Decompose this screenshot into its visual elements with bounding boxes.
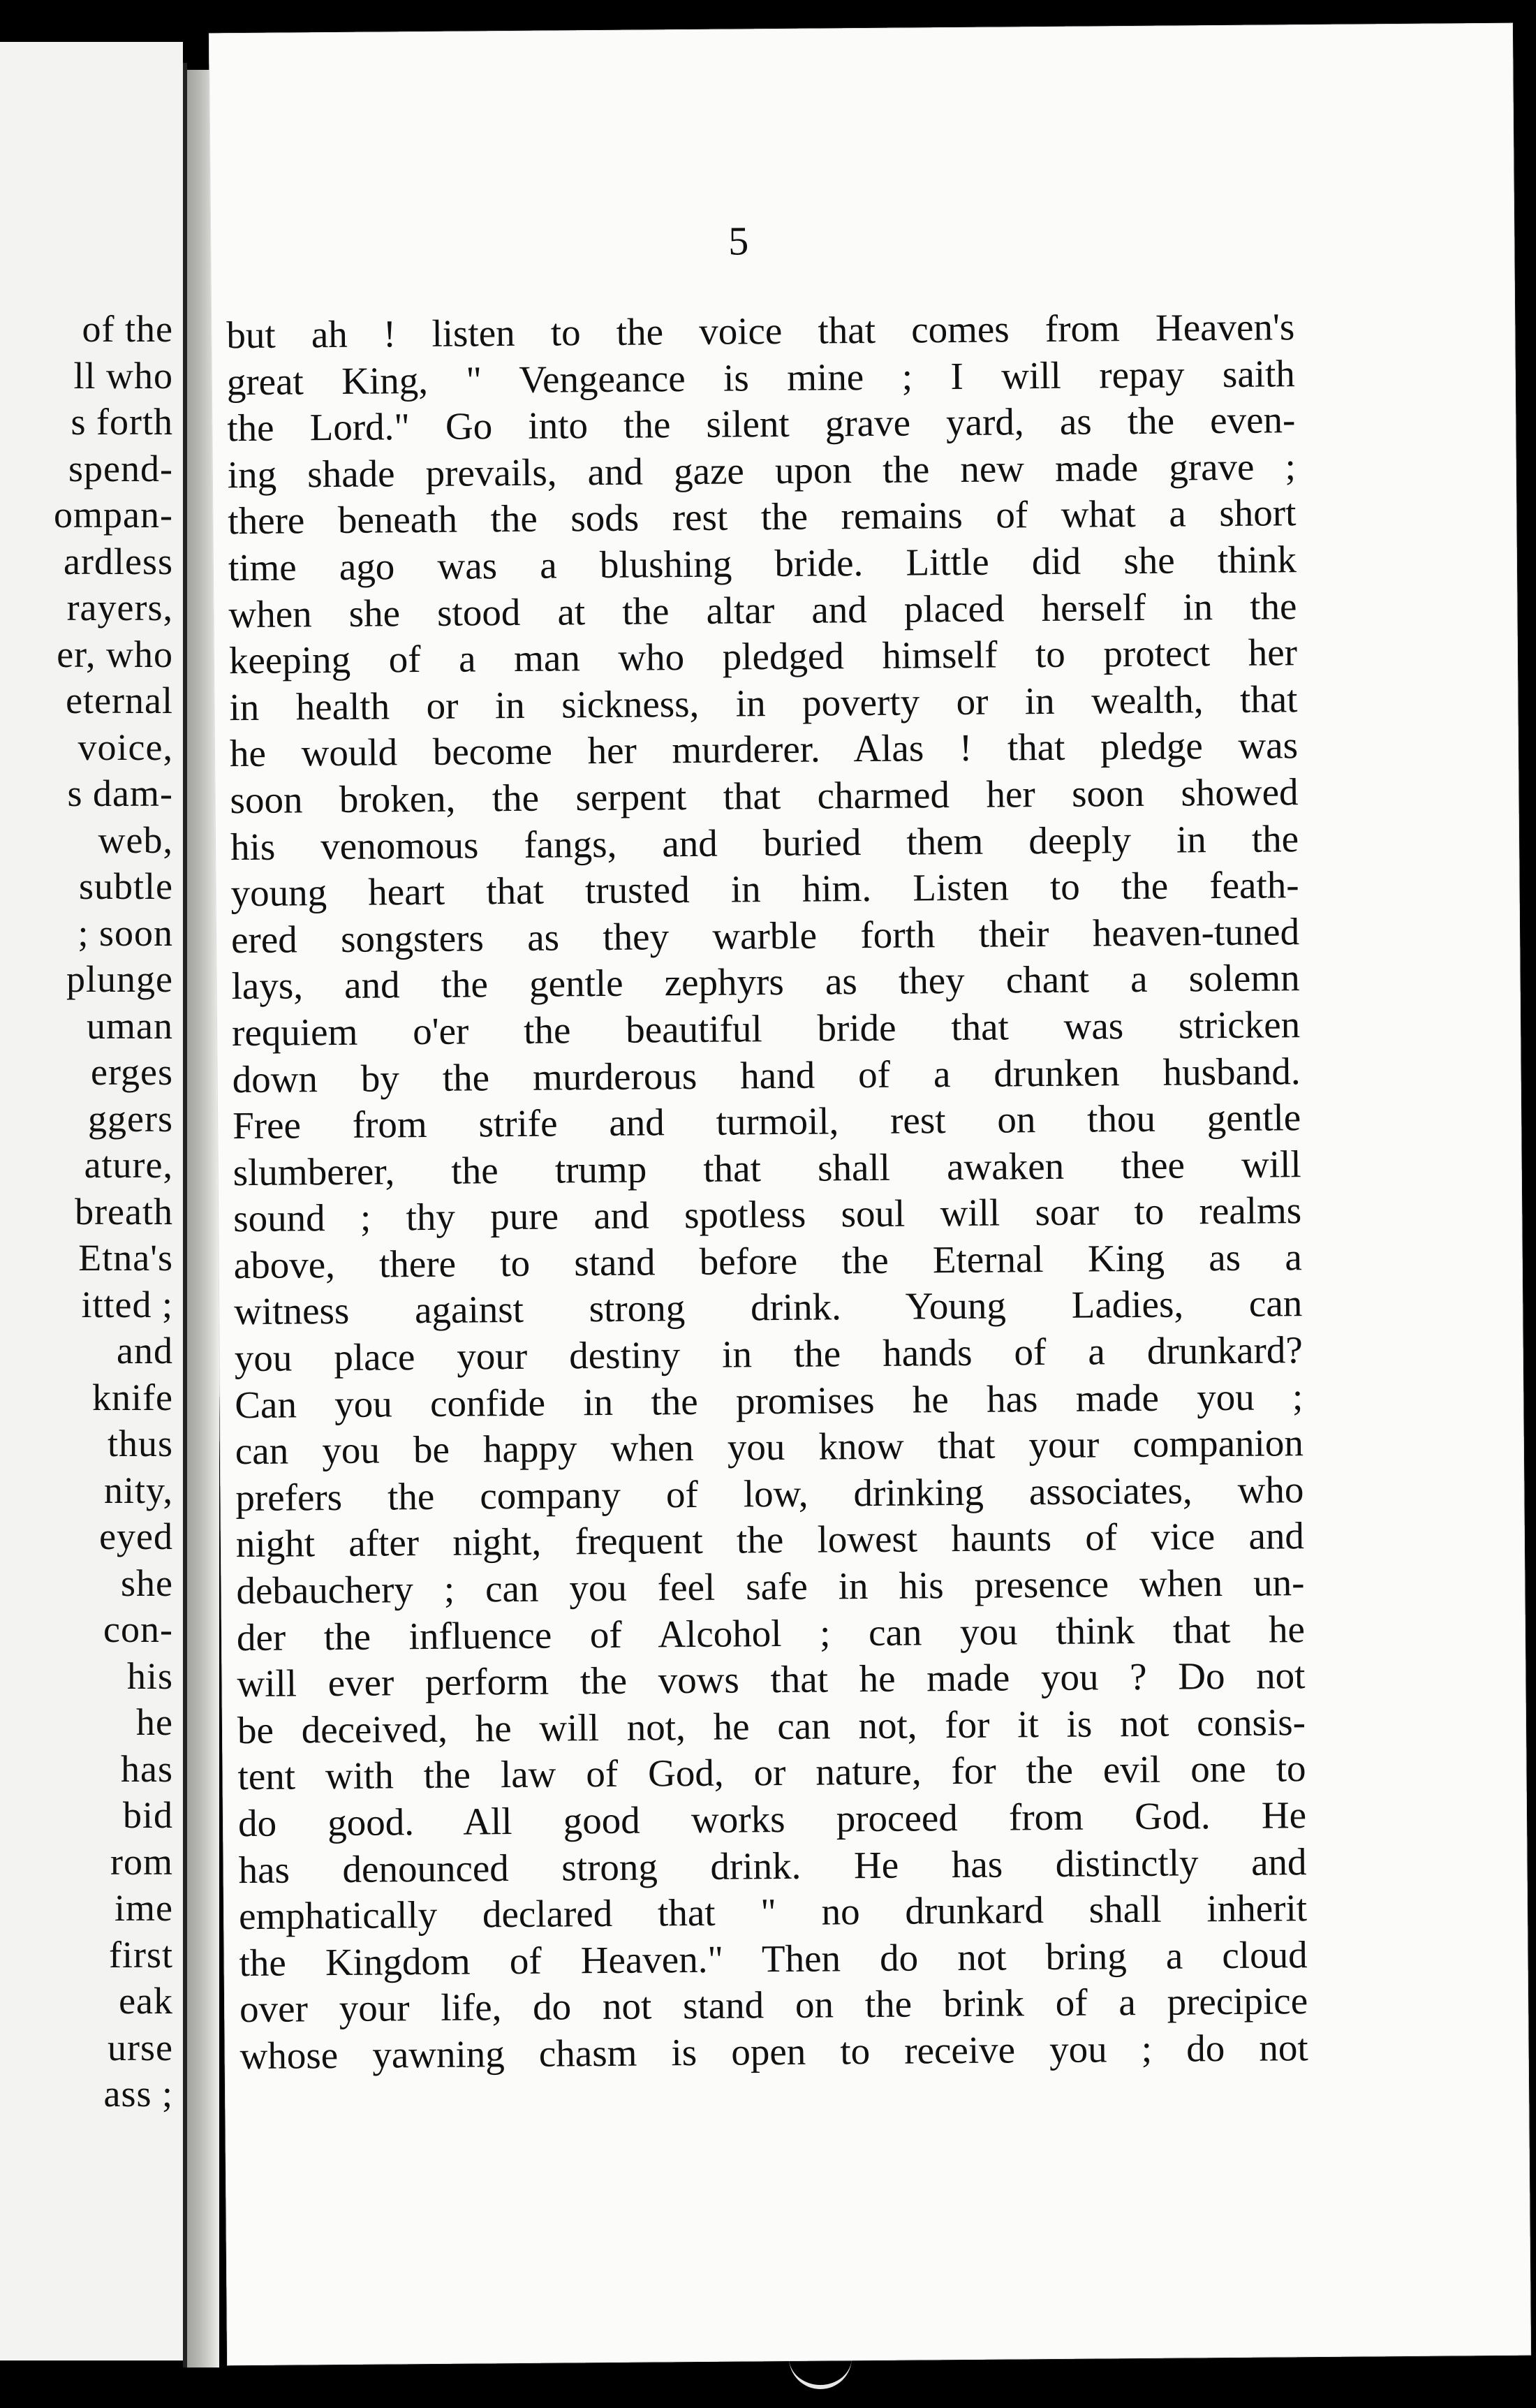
text-line: ing shade prevails, and gaze upon the new made grave ; (227, 444, 1297, 496)
left-page-line: voice, (77, 726, 173, 768)
text-line: soon broken, the serpent that charmed her soon showed (230, 770, 1299, 822)
left-page-line: uman (87, 1004, 173, 1047)
left-page-line: breath (75, 1190, 173, 1233)
text-line: whose yawning chasm is open to receive you ; do not (239, 2026, 1308, 2078)
text-line: lays, and the gentle zephyrs as they chant a solemn (231, 956, 1300, 1008)
left-page-line: ; soon (77, 911, 173, 954)
text-line: requiem o'er the beautiful bride that was stricken (231, 1003, 1301, 1055)
text-line: night after night, frequent the lowest haunts of vice and (235, 1514, 1305, 1566)
text-line: there beneath the sods rest the remains of what a short (228, 491, 1297, 543)
left-page-line: con- (103, 1608, 173, 1650)
left-page-line: nity, (104, 1469, 173, 1511)
left-page-line: Etna's (78, 1237, 173, 1279)
left-page-line: spend- (68, 447, 173, 490)
text-line: above, there to stand before the Eternal King as a (233, 1235, 1302, 1287)
left-page-line: ompan- (54, 494, 173, 536)
left-page-line: ll who (73, 354, 173, 397)
text-line: when she stood at the altar and placed herself in the (228, 584, 1297, 636)
text-line: do good. All good works proceed from God. He (237, 1793, 1307, 1845)
text-line: has denounced strong drink. He has distinctly and (238, 1840, 1307, 1891)
left-page (0, 42, 183, 2361)
text-line: der the influence of Alcohol ; can you think that he (236, 1607, 1306, 1659)
text-line: will ever perform the vows that he made you ? Do not (237, 1654, 1306, 1705)
left-page-text (54, 306, 173, 2117)
text-line: the Kingdom of Heaven." Then do not bring a cloud (239, 1932, 1308, 1984)
text-line: keeping of a man who pledged himself to protect her (228, 631, 1298, 682)
text-line: witness against strong drink. Young Ladies, can (234, 1282, 1303, 1333)
left-page-line: rom (110, 1840, 173, 1883)
page-body-text (226, 304, 1308, 2080)
left-page-line: of the (82, 308, 173, 350)
text-line: be deceived, he will not, he can not, for it is not consis- (237, 1700, 1306, 1752)
left-page-line: eternal (66, 680, 173, 721)
left-page-line: he (136, 1701, 173, 1743)
text-line: down by the murderous hand of a drunken husband. (232, 1049, 1301, 1101)
text-line: tent with the law of God, or nature, for the evil one to (237, 1747, 1306, 1798)
page-edge-shadow (183, 63, 187, 2367)
left-page-line: ggers (88, 1097, 173, 1140)
text-line: time ago was a blushing bride. Little did she think (228, 538, 1297, 589)
left-page-line: rayers, (66, 587, 173, 629)
text-line: great King, " Vengeance is mine ; I will repay saith (226, 351, 1296, 403)
left-page-line: has (121, 1747, 173, 1790)
left-page-line: and (117, 1330, 173, 1372)
text-line: slumberer, the trump that shall awaken thee will (232, 1142, 1301, 1194)
paper-curl-mark (789, 2343, 852, 2389)
text-line: emphatically declared that " no drunkard shall inherit (238, 1886, 1308, 1938)
text-line: in health or in sickness, in poverty or in wealth, that (229, 677, 1298, 728)
text-line: his venomous fangs, and buried them deeply in the (230, 816, 1299, 868)
left-page-line: subtle (79, 865, 173, 907)
left-page-line: itted ; (81, 1283, 173, 1326)
text-line: prefers the company of low, drinking associates, who (235, 1467, 1304, 1519)
left-page-line: bid (122, 1794, 173, 1836)
left-page-line: eak (119, 1980, 173, 2022)
left-page-line: first (109, 1933, 173, 1976)
text-line: can you be happy when you know that your companion (235, 1421, 1304, 1473)
text-line: Can you confide in the promises he has made you ; (235, 1374, 1304, 1426)
left-page-line: ature, (84, 1144, 173, 1186)
left-page-line: his (126, 1654, 173, 1697)
left-page-line: knife (92, 1376, 173, 1418)
left-page-line: thus (107, 1423, 173, 1464)
text-line: the Lord." Go into the silent grave yard, as the even- (227, 398, 1296, 450)
left-page-line: er, who (57, 633, 173, 675)
left-page-line: erges (91, 1051, 173, 1093)
text-line: he would become her murderer. Alas ! that pledge was (229, 724, 1299, 775)
page-number: 5 (728, 218, 750, 264)
text-line: you place your destiny in the hands of a drunkard? (234, 1328, 1304, 1380)
left-page-line: urse (108, 2026, 173, 2069)
left-page-line: she (121, 1562, 173, 1604)
text-line: but ah ! listen to the voice that comes from Heaven's (226, 305, 1295, 357)
text-line: ered songsters as they warble forth their heaven-tuned (230, 909, 1300, 961)
left-page-line: web, (98, 818, 173, 861)
text-line: debauchery ; can you feel safe in his presence when un- (236, 1561, 1305, 1613)
right-page (209, 23, 1531, 2366)
text-line: sound ; thy pure and spotless soul will soar to realms (233, 1189, 1302, 1240)
left-page-line: s forth (71, 401, 173, 443)
left-page-line: ime (115, 1887, 173, 1929)
text-line: young heart that trusted in him. Listen to the feath- (230, 863, 1299, 915)
text-line: over your life, do not stand on the brink of a precipice (239, 1979, 1308, 2031)
left-page-line: eyed (99, 1515, 173, 1557)
left-page-line: ardless (64, 540, 173, 582)
left-page-line: ass ; (103, 2073, 173, 2115)
left-page-line: s dam- (67, 772, 173, 814)
left-page-line: plunge (66, 958, 173, 1000)
text-line: Free from strife and turmoil, rest on thou gentle (232, 1096, 1301, 1147)
